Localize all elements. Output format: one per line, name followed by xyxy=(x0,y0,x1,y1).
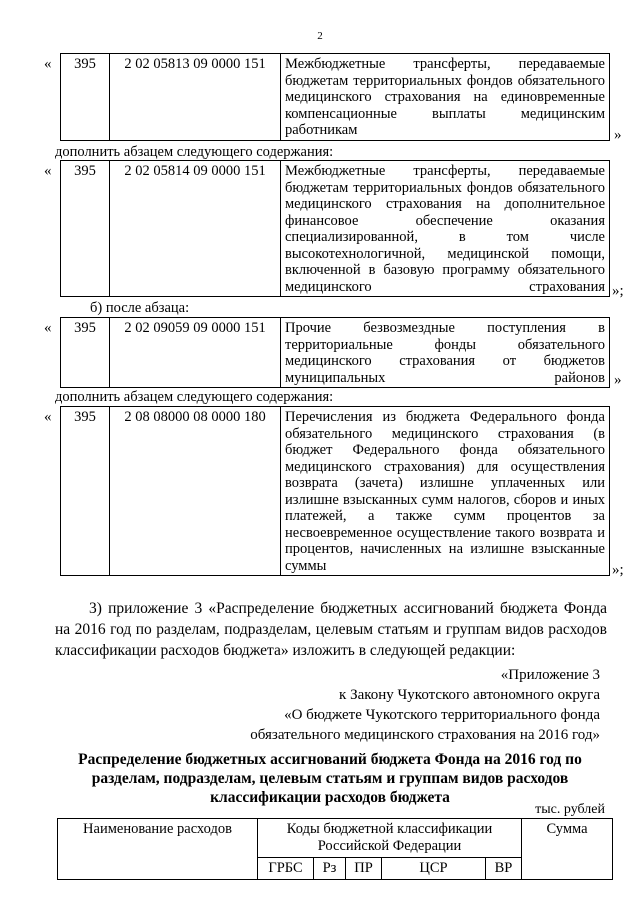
column-codes-header: Коды бюджетной классификации Российской Федерации xyxy=(258,819,522,858)
revenue-row-table xyxy=(60,317,610,388)
close-quote: » xyxy=(614,372,622,388)
column-sum-header: Сумма xyxy=(522,819,613,880)
revenue-description: Межбюджетные трансферты, передаваемые бюджетам территориальных фондов обязательного медицинского страхования на единовременные компенсационные выплаты медицинским работникам xyxy=(281,54,610,141)
subcolumn-rz: Рз xyxy=(314,858,346,880)
admin-code: 395 xyxy=(61,407,110,576)
appendix-line: к Закону Чукотского автономного округа xyxy=(339,687,600,703)
instruction-line: б) после абзаца: xyxy=(90,300,190,316)
open-quote: « xyxy=(44,56,52,72)
subcolumn-csr: ЦСР xyxy=(382,858,486,880)
budget-code: 2 02 05813 09 0000 151 xyxy=(110,54,281,141)
unit-label: тыс. рублей xyxy=(535,802,605,817)
revenue-row-table xyxy=(60,406,610,576)
appendix-line: обязательного медицинского страхования на 2016 год» xyxy=(250,727,600,743)
column-name-header: Наименование расходов xyxy=(58,819,258,880)
open-quote: « xyxy=(44,409,52,425)
appendix-line: «О бюджете Чукотского территориального фонда xyxy=(284,707,600,723)
subcolumn-vr: ВР xyxy=(486,858,522,880)
budget-code: 2 08 08000 08 0000 180 xyxy=(110,407,281,576)
admin-code: 395 xyxy=(61,318,110,388)
revenue-description: Межбюджетные трансферты, передаваемые бюджетам территориальных фондов обязательного медицинского страхования на дополнительное финансовое обеспечение оказания специализированной, в том числе высокотехнологичной, медицинской помощи, включенной в базовую программу обязательного медицинского страхования xyxy=(281,161,610,297)
revenue-row-table xyxy=(60,53,610,141)
appendix-line: «Приложение 3 xyxy=(500,667,600,683)
admin-code: 395 xyxy=(61,54,110,141)
appendix-reference xyxy=(180,665,600,745)
instruction-line: дополнить абзацем следующего содержания: xyxy=(55,144,334,160)
revenue-description: Прочие безвозмездные поступления в территориальные фонды обязательного медицинского страхования от бюджетов муниципальных районов xyxy=(281,318,610,388)
open-quote: « xyxy=(44,320,52,336)
revenue-description: Перечисления из бюджета Федерального фонда обязательного медицинского страхования (в бюджет Федерального фонда обязательного медицинского страхования) для осуществления возврата (зачета) излишне уплаченных или излишне взысканных сумм налогов, сборов и иных платежей, а также сумм процентов за несвоевременное осуществление такого возврата и процентов, начисленных на излишне взысканные суммы xyxy=(281,407,610,576)
close-quote: » xyxy=(614,127,622,143)
revenue-row-table xyxy=(60,160,610,297)
budget-code: 2 02 05814 09 0000 151 xyxy=(110,161,281,297)
admin-code: 395 xyxy=(61,161,110,297)
page-number: 2 xyxy=(317,30,323,42)
budget-code: 2 02 09059 09 0000 151 xyxy=(110,318,281,388)
open-quote: « xyxy=(44,163,52,179)
body-paragraph: 3) приложение 3 «Распределение бюджетных ассигнований бюджета Фонда на 2016 год по разделам, подразделам, целевым статьям и группам видов расходов классификации расходов бюджета» изложить в следующей редакции: xyxy=(55,600,607,659)
subcolumn-pr: ПР xyxy=(346,858,382,880)
close-quote: »; xyxy=(612,562,624,578)
subcolumn-grbs: ГРБС xyxy=(258,858,314,880)
allocation-table-header xyxy=(57,818,613,880)
instruction-line: дополнить абзацем следующего содержания: xyxy=(55,389,334,405)
close-quote: »; xyxy=(612,283,624,299)
document-title: Распределение бюджетных ассигнований бюджета Фонда на 2016 год по разделам, подразделам, целевым статьям и группам видов расходов классификации расходов бюджета xyxy=(78,751,582,806)
